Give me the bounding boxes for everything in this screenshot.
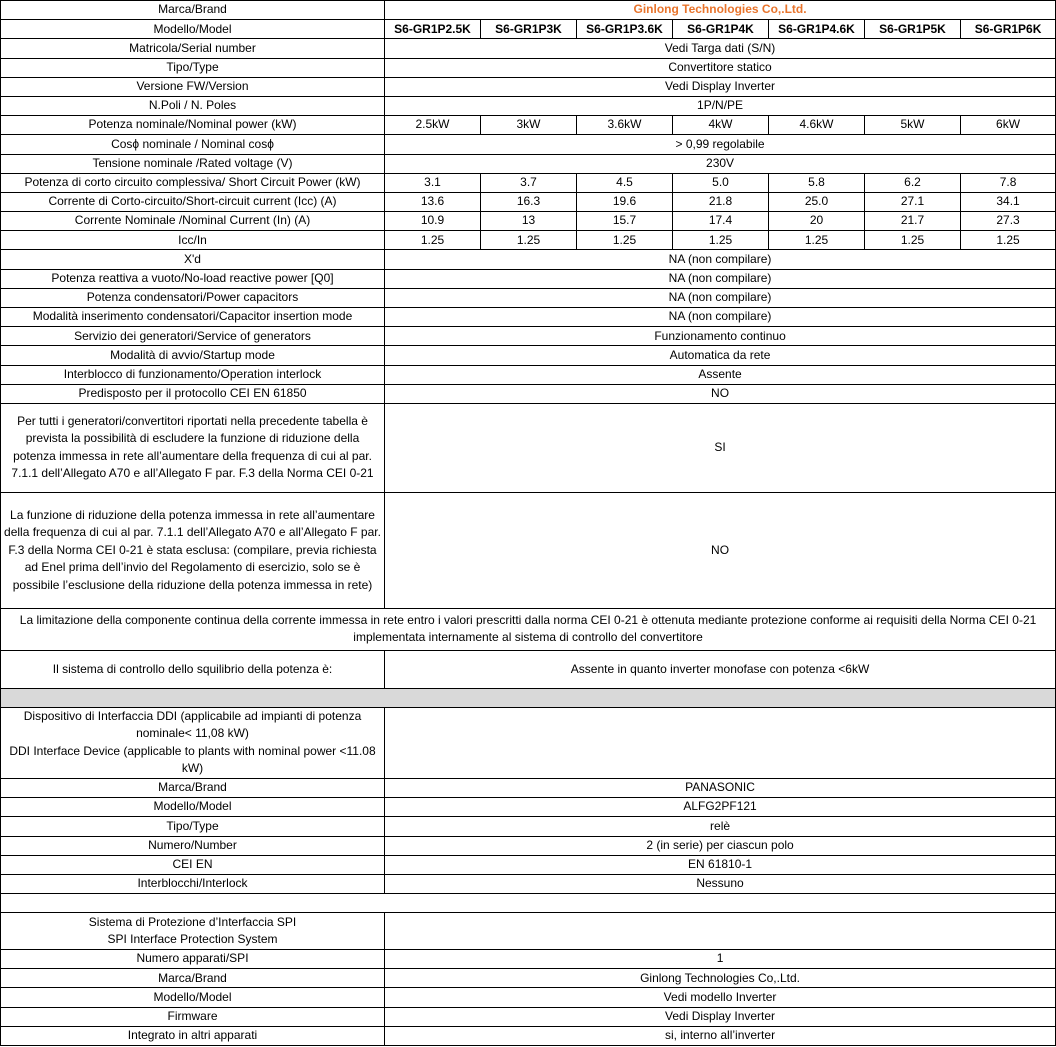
model-cell: S6-GR1P3K [481, 20, 577, 39]
icc-in-cell: 1.25 [385, 231, 481, 250]
model-cell: S6-GR1P6K [961, 20, 1056, 39]
iec61850-row [1, 384, 1056, 403]
ddi-title-value [385, 707, 1056, 778]
type-value: Convertitore statico [385, 58, 1056, 77]
spi-firmware-label: Firmware [1, 1007, 385, 1026]
spi-title-row [1, 913, 1056, 950]
spi-model-row [1, 988, 1056, 1007]
reactive-value: NA (non compilare) [385, 269, 1056, 288]
fw-label: Versione FW/Version [1, 77, 385, 96]
short-current-label: Corrente di Corto-circuito/Short-circuit current (Icc) (A) [1, 192, 385, 211]
short-power-label: Potenza di corto circuito complessiva/ Short Circuit Power (kW) [1, 173, 385, 192]
spi-title-value [385, 913, 1056, 950]
short-current-cell: 13.6 [385, 192, 481, 211]
power-cell: 4kW [673, 116, 769, 135]
ddi-interlock-value: Nessuno [385, 874, 1056, 893]
ddi-type-value: relè [385, 817, 1056, 836]
dc-limit-text: La limitazione della componente continua della corrente immessa in rete entro i valori prescritti dalla norma CEI 0-21 è ottenuta mediante protezione conforme ai requisiti della Norma CEI 0-21 implementata internamente al sistema di controllo del convertitore [1, 608, 1056, 650]
ddi-title [1, 707, 385, 778]
serial-row [1, 39, 1056, 58]
freq-option-label: Per tutti i generatori/convertitori riportati nella precedente tabella è prevista la possibilità di escludere la funzione di riduzione della potenza immessa in rete all’aumentare della frequenza di cui al par. 7.1.1 dell’Allegato A70 e all’Allegato F par. F.3 della Norma CEI 0-21 [1, 403, 385, 492]
spi-title-en: SPI Interface Protection System [107, 932, 278, 947]
service-value: Funzionamento continuo [385, 327, 1056, 346]
poles-label: N.Poli / N. Poles [1, 96, 385, 115]
spi-brand-row [1, 969, 1056, 988]
fw-row [1, 77, 1056, 96]
model-cell: S6-GR1P5K [865, 20, 961, 39]
imbalance-value: Assente in quanto inverter monofase con potenza <6kW [385, 650, 1056, 688]
short-current-cell: 27.1 [865, 192, 961, 211]
ddi-number-value: 2 (in serie) per ciascun polo [385, 836, 1056, 855]
power-cell: 6kW [961, 116, 1056, 135]
serial-value: Vedi Targa dati (S/N) [385, 39, 1056, 58]
nominal-current-cell: 21.7 [865, 212, 961, 231]
power-cell: 4.6kW [769, 116, 865, 135]
short-current-cell: 34.1 [961, 192, 1056, 211]
freq-option-row [1, 403, 1056, 492]
cap-mode-value: NA (non compilare) [385, 308, 1056, 327]
interlock-label: Interblocco di funzionamento/Operation interlock [1, 365, 385, 384]
power-cell: 3.6kW [577, 116, 673, 135]
startup-value: Automatica da rete [385, 346, 1056, 365]
spi-title [1, 913, 385, 950]
spi-firmware-row [1, 1007, 1056, 1026]
short-current-cell: 25.0 [769, 192, 865, 211]
icc-in-cell: 1.25 [481, 231, 577, 250]
ddi-cei-row [1, 855, 1056, 874]
cosphi-value: > 0,99 regolabile [385, 135, 1056, 154]
spi-integrated-label: Integrato in altri apparati [1, 1026, 385, 1045]
ddi-number-row [1, 836, 1056, 855]
serial-label: Matricola/Serial number [1, 39, 385, 58]
short-power-cell: 5.0 [673, 173, 769, 192]
short-power-cell: 5.8 [769, 173, 865, 192]
type-row [1, 58, 1056, 77]
ddi-title-en: DDI Interface Device (applicable to plants with nominal power <11.08 kW) [9, 743, 376, 776]
freq-excluded-row [1, 492, 1056, 608]
spi-integrated-row [1, 1026, 1056, 1045]
spi-count-row [1, 950, 1056, 969]
model-cell: S6-GR1P2.5K [385, 20, 481, 39]
short-current-cell: 21.8 [673, 192, 769, 211]
imbalance-row [1, 650, 1056, 688]
brand-row [1, 1, 1056, 20]
ddi-brand-label: Marca/Brand [1, 778, 385, 797]
service-row [1, 327, 1056, 346]
icc-in-cell: 1.25 [961, 231, 1056, 250]
spi-title-it: Sistema di Protezione d’Interfaccia SPI [88, 914, 297, 929]
icc-in-row [1, 231, 1056, 250]
cap-mode-row [1, 308, 1056, 327]
icc-in-cell: 1.25 [769, 231, 865, 250]
icc-in-label: Icc/In [1, 231, 385, 250]
spi-firmware-value: Vedi Display Inverter [385, 1007, 1056, 1026]
model-cell: S6-GR1P3.6K [577, 20, 673, 39]
xd-value: NA (non compilare) [385, 250, 1056, 269]
nominal-current-cell: 10.9 [385, 212, 481, 231]
spi-count-label: Numero apparati/SPI [1, 950, 385, 969]
power-cell: 3kW [481, 116, 577, 135]
short-power-cell: 3.1 [385, 173, 481, 192]
voltage-label: Tensione nominale /Rated voltage (V) [1, 154, 385, 173]
ddi-cei-value: EN 61810-1 [385, 855, 1056, 874]
power-label: Potenza nominale/Nominal power (kW) [1, 116, 385, 135]
power-cell: 5kW [865, 116, 961, 135]
short-current-row [1, 192, 1056, 211]
nominal-current-label: Corrente Nominale /Nominal Current (In) (A) [1, 212, 385, 231]
nominal-current-cell: 17.4 [673, 212, 769, 231]
voltage-row [1, 154, 1056, 173]
capacitors-label: Potenza condensatori/Power capacitors [1, 288, 385, 307]
ddi-number-label: Numero/Number [1, 836, 385, 855]
cosphi-label: Cosϕ nominale / Nominal cosϕ [1, 135, 385, 154]
ddi-interlock-row [1, 874, 1056, 893]
ddi-model-value: ALFG2PF121 [385, 798, 1056, 817]
ddi-type-row [1, 817, 1056, 836]
ddi-title-it: Dispositivo di Interfaccia DDI (applicabile ad impianti di potenza nominale< 11,08 kW) [23, 708, 362, 741]
nominal-current-cell: 20 [769, 212, 865, 231]
model-cell: S6-GR1P4K [673, 20, 769, 39]
nominal-current-row [1, 212, 1056, 231]
fw-value: Vedi Display Inverter [385, 77, 1056, 96]
ddi-cei-label: CEI EN [1, 855, 385, 874]
spi-model-value: Vedi modello Inverter [385, 988, 1056, 1007]
icc-in-cell: 1.25 [673, 231, 769, 250]
interlock-row [1, 365, 1056, 384]
xd-label: X'd [1, 250, 385, 269]
voltage-value: 230V [385, 154, 1056, 173]
ddi-brand-row [1, 778, 1056, 797]
capacitors-value: NA (non compilare) [385, 288, 1056, 307]
blank-cell [1, 894, 1056, 913]
cap-mode-label: Modalità inserimento condensatori/Capacitor insertion mode [1, 308, 385, 327]
iec61850-value: NO [385, 384, 1056, 403]
brand-value: Ginlong Technologies Co,.Ltd. [385, 1, 1056, 20]
short-power-cell: 7.8 [961, 173, 1056, 192]
icc-in-cell: 1.25 [577, 231, 673, 250]
xd-row [1, 250, 1056, 269]
dc-limit-row [1, 608, 1056, 650]
short-power-cell: 3.7 [481, 173, 577, 192]
model-cell: S6-GR1P4.6K [769, 20, 865, 39]
power-row [1, 116, 1056, 135]
short-current-cell: 19.6 [577, 192, 673, 211]
brand-label: Marca/Brand [1, 1, 385, 20]
model-label: Modello/Model [1, 20, 385, 39]
startup-label: Modalità di avvio/Startup mode [1, 346, 385, 365]
icc-in-cell: 1.25 [865, 231, 961, 250]
short-current-cell: 16.3 [481, 192, 577, 211]
type-label: Tipo/Type [1, 58, 385, 77]
spi-integrated-value: si, interno all’inverter [385, 1026, 1056, 1045]
freq-excluded-label: La funzione di riduzione della potenza immessa in rete all’aumentare della frequenza di cui al par. 7.1.1 dell’Allegato A70 e all’Allegato F par. F.3 della Norma CEI 0-21 è stata esclusa: (compilare, previa richiesta ad Enel prima dell’invio del Regolamento di esercizio, solo se è possibile l’esclusione della riduzione della potenza immessa in rete) [1, 492, 385, 608]
power-cell: 2.5kW [385, 116, 481, 135]
nominal-current-cell: 27.3 [961, 212, 1056, 231]
cosphi-row [1, 135, 1056, 154]
ddi-brand-value: PANASONIC [385, 778, 1056, 797]
spi-brand-label: Marca/Brand [1, 969, 385, 988]
nominal-current-cell: 13 [481, 212, 577, 231]
freq-excluded-value: NO [385, 492, 1056, 608]
short-power-row [1, 173, 1056, 192]
service-label: Servizio dei generatori/Service of generators [1, 327, 385, 346]
ddi-model-label: Modello/Model [1, 798, 385, 817]
interlock-value: Assente [385, 365, 1056, 384]
spi-brand-value: Ginlong Technologies Co,.Ltd. [385, 969, 1056, 988]
nominal-current-cell: 15.7 [577, 212, 673, 231]
poles-row [1, 96, 1056, 115]
reactive-label: Potenza reattiva a vuoto/No-load reactive power [Q0] [1, 269, 385, 288]
ddi-title-row [1, 707, 1056, 778]
reactive-row [1, 269, 1056, 288]
short-power-cell: 4.5 [577, 173, 673, 192]
model-row [1, 20, 1056, 39]
blank-row [1, 894, 1056, 913]
poles-value: 1P/N/PE [385, 96, 1056, 115]
imbalance-label: Il sistema di controllo dello squilibrio della potenza è: [1, 650, 385, 688]
ddi-model-row [1, 798, 1056, 817]
capacitors-row [1, 288, 1056, 307]
short-power-cell: 6.2 [865, 173, 961, 192]
section-separator [1, 688, 1056, 707]
iec61850-label: Predisposto per il protocollo CEI EN 61850 [1, 384, 385, 403]
ddi-interlock-label: Interblocchi/Interlock [1, 874, 385, 893]
spi-model-label: Modello/Model [1, 988, 385, 1007]
section-separator-cell [1, 688, 1056, 707]
ddi-type-label: Tipo/Type [1, 817, 385, 836]
startup-row [1, 346, 1056, 365]
freq-option-value: SI [385, 403, 1056, 492]
spi-count-value: 1 [385, 950, 1056, 969]
